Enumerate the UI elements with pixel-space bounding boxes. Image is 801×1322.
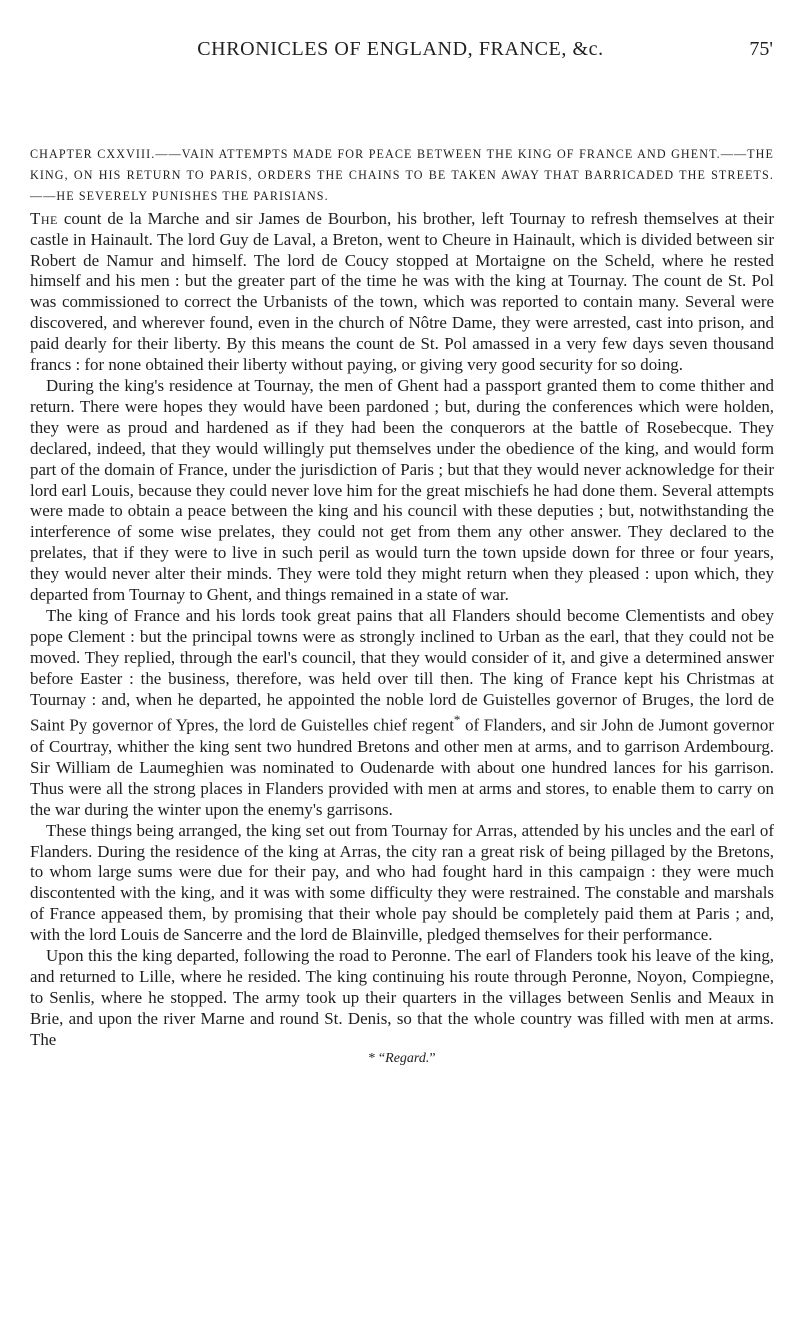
running-title: CHRONICLES OF ENGLAND, FRANCE, &c.: [197, 38, 604, 60]
body-text: [30, 144, 774, 1067]
paragraph-1-text: count de la Marche and sir James de Bourbon, his brother, left Tournay to refresh themselves at their castle in Hainault. The lord Guy de Laval, a Breton, went to Cheure in Hainault, which is divided between sir Robert de Namur and himself. The lord de Coucy stopped at Mortaigne on the Scheld, where he rested himself and his men : but the greater part of the time he was with the king at Tournay. The count de St. Pol was commissioned to correct the Urbanists of the town, which was reported to contain many. Several were discovered, and wherever found, even in the church of Nôtre Dame, they were arrested, cast into prison, and paid dearly for their liberty. By this means the count de St. Pol amassed in a very few days seven thousand francs : for none obtained their liberty without paying, or giving very good security for so doing.: [30, 208, 774, 375]
running-head: [0, 38, 801, 78]
footnote-mark: *: [368, 1050, 376, 1066]
footnote: * “Regard.”: [368, 1050, 436, 1066]
page-number: 75': [749, 38, 773, 60]
paragraph-2: During the king's residence at Tournay, the men of Ghent had a passport granted them to come thither and return. There were hopes they would have been pardoned ; but, during the conferences which were holden, they were as proud and hardened as if they had been the conquerors at the battle of Rosebecque. They declared, indeed, that they would willingly put themselves under the obedience of the king, and would form part of the domain of France, under the jurisdiction of Paris ; but that they would never acknowledge for their lord earl Louis, because they could never love him for the great mischiefs he had done them. Several attempts were made to obtain a peace between the king and his council with these deputies ; but, notwithstanding the interference of some wise prelates, they could not get from them any other answer. They declared to the prelates, that if they were to live in such peril as would turn the town upside down for three or four years, they would never alter their minds. They were told they might return when they pleased : upon which, they departed from Tournay to Ghent, and things remained in a state of war.: [30, 375, 774, 605]
paragraph-3-text-b: of Flanders, and sir John de Jumont governor of Courtray, whither the king sent two hundred Bretons and other men at arms, and to garrison Ardembourg. Sir William de Laumeghien was nominated to Oudenarde with about one hundred lances for his garrison. Thus were all the strong places in Flanders provided with men at arms and stores, to enable them to carry on the war during the winter upon the enemy's garrisons.: [30, 716, 774, 819]
chapter-heading: CHAPTER CXXVIII.——VAIN ATTEMPTS MADE FOR PEACE BETWEEN THE KING OF FRANCE AND GHENT.——THE KING, ON HIS RETURN TO PARIS, ORDERS THE CHAINS TO BE TAKEN AWAY THAT BARRICADED THE STREETS.——HE SEVERELY PUNISHES THE PARISIANS.: [30, 147, 774, 203]
lead-word: The: [30, 208, 58, 228]
paragraph-5: Upon this the king departed, following the road to Peronne. The earl of Flanders took his leave of the king, and returned to Lille, where he resided. The king continuing his route through Peronne, Noyon, Compiegne, to Senlis, where he stopped. The army took up their quarters in the villages between Senlis and Meaux in Brie, and upon the river Marne and round St. Denis, so that the whole country was filled with men at arms. The: [30, 946, 774, 1049]
paragraph-3: [30, 606, 774, 821]
footnote-reference: *: [453, 712, 461, 728]
paragraph-4: These things being arranged, the king set out from Tournay for Arras, attended by his uncles and the earl of Flanders. During the residence of the king at Arras, the city ran a great risk of being pillaged by the Bretons, to whom large sums were due for their pay, and who had fought hard in this campaign : they were much discontented with the king, and it was with some difficulty they were restrained. The constable and marshals of France appeased them, by promising that their whole pay should be completely paid them at Paris ; and, with the lord Louis de Sancerre and the lord de Blainville, pledged themselves for their performance.: [30, 820, 774, 945]
footnote-text: Regard.: [385, 1050, 430, 1066]
paragraph-1: [30, 209, 774, 376]
paragraph-3-text-a: The king of France and his lords took great pains that all Flanders should become Clementists and obey pope Clement : but the principal towns were as strongly inclined to Urban as the earl, that they could not be moved. They replied, through the earl's council, that they would consider of it, and give a determined answer before Easter : the business, therefore, was held over till then. The king of France kept his Christmas at Tournay : and, when he departed, he appointed the noble lord de Guistelles governor of Bruges, the lord de Saint Py governor of Ypres, the lord de Guistelles chief regent: [30, 605, 774, 736]
